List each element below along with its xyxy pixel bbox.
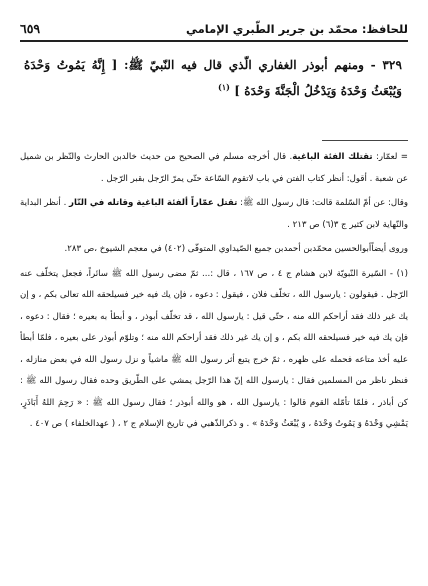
- footnote-rest: وروى أيضاًأبوالحسين محمّدبن أحمدبن جميع الصّيداوي المتوفّى (٤٠٢) في معجم الشيوخ ،ص ٢٨٣.: [64, 244, 408, 254]
- footnote-paragraph: [20, 147, 408, 190]
- page-number: ٦٥٩: [20, 21, 41, 36]
- footnote-paragraph: [20, 264, 408, 436]
- footnote-paragraph: [20, 193, 408, 236]
- footnote-rest: (١) - السّيرة النّبويّة لابن هشام ج ٤ ، ص ١٦٧ ، قال :... ثمّ مضى رسول الله ﷺ سائراً، فجعل يتخلّف عنه الرّجل . فيقولون : يارسول الله ، تخلّف فلان ، فيقول : دعوه ، فإن يك فيه خير فسيلحقه الله تعالى بكم ، و إن يك غير ذلك فقد أراحكم الله منه ، حتّى قيل : يارسول الله ، قد تخلّف أبوذر ، و أبطأ به بعيره ؛ فقال : دعوه ، فإن يك فيه خير فسيلحقه الله بكم ، و إن يك غير ذلك فقد أراحكم الله منه ؛ وتلوّم أبوذر على بعيره ، فلمّا أبطأ عليه أخذ متاعه فحمله على ظهره ، ثمّ خرج يتبع أثر رسول الله ﷺ ماشياً و نزل رسول الله في بعض منازله ، فنظر ناظر من المسلمين فقال : يارسول الله إنّ هذا الرّجل يمشي على الطّريق وحده فقال رسول الله ﷺ : كن أباذر ، فلمّا تأمّله القوم قالوا : يارسول الله ، هو والله أبوذر ؛ فقال رسول الله ﷺ : « رَحِمَ اللهُ أَبَاذَرٍ، يَمْشِي وَحْدَهُ وَ يَمُوتُ وَحْدَهُ ، وَ يُبْعَثُ وَحْدَهُ » . و ذكرالذّهبي في تاريخ الإسلام ج ٢ ، ( عهدالخلفاء ) ص ٤٠٧ .: [20, 268, 408, 429]
- footnote-bold: تقتلك الفئة الباغية: [292, 152, 373, 162]
- page-header: [20, 20, 408, 38]
- entry-text: ٣٢٩ - ومنهم أبوذر الغفاري الّذي قال فيه النّبيّ ﷺ: [ إِنَّهُ يَمُوتُ وَحْدَهُ وَيُبْعَثُ وَحْدَهُ وَيَدْخُلُ الْجَنَّةَ وَحْدَهُ ]: [24, 58, 402, 99]
- footnote-paragraph: [20, 239, 408, 261]
- footnotes-section: [20, 140, 408, 439]
- header-rule: [20, 40, 408, 42]
- footnote-rest: . قال أخرجه مسلم في الصحيح من حديث خالدبن الحارث والنّظر بن شميل عن شعبة . أقول: أنظر كتاب الفتن في باب لاتقوم السّاعة حتّى يمرّ الرّجل بقبر الرّجل .: [20, 152, 408, 184]
- running-title: للحافظ: محمّد بن جرير الطّبري الإمامي: [186, 22, 408, 36]
- footnote-rule: [322, 140, 408, 141]
- main-entry: [24, 54, 402, 102]
- footnote-lead: = لعمّار:: [372, 152, 408, 162]
- footnote-lead: وقال: عن أمّ السّلمة قالت: قال رسول الله ﷺ:: [237, 198, 408, 208]
- footnote-bold: تقتل عمّاراً ألفئة الباغية وقاتله في النّار: [69, 198, 238, 208]
- footnote-rest: . أنظر البداية والنّهاية لابن كثير ج ٣(٦) ص ٢١٣ .: [20, 198, 408, 230]
- footnote-reference: (١): [218, 82, 230, 92]
